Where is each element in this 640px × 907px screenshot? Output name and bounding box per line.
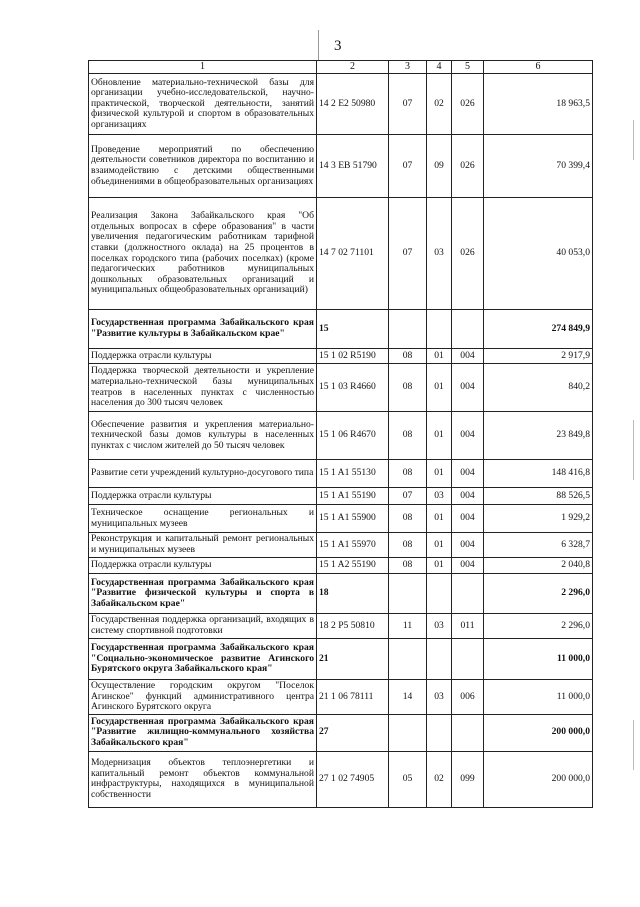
table-row [89, 74, 593, 135]
code-cell: 15 1 03 R4660 [317, 364, 389, 412]
program-row [89, 714, 593, 751]
name-cell: Поддержка отрасли культуры [89, 488, 317, 505]
section-cell [389, 574, 427, 614]
amount-cell: 2 296,0 [484, 614, 593, 639]
budget-table [88, 60, 593, 808]
column-header: 6 [484, 61, 593, 74]
table-row [89, 751, 593, 807]
program-row [89, 639, 593, 680]
table-row [89, 488, 593, 505]
table-row [89, 349, 593, 364]
name-cell: Проведение мероприятий по обеспечению деятельности советников директора по воспитанию и взаимодействию с детскими общественными объединениями в общеобразовательных организациях [89, 135, 317, 198]
section-cell [389, 310, 427, 349]
section-cell: 08 [389, 460, 427, 488]
subsection-cell: 03 [427, 680, 452, 715]
section-cell [389, 639, 427, 680]
type-cell: 026 [452, 198, 484, 310]
section-cell: 07 [389, 488, 427, 505]
type-cell: 004 [452, 364, 484, 412]
amount-cell: 200 000,0 [484, 714, 593, 751]
subsection-cell: 03 [427, 614, 452, 639]
name-cell: Поддержка отрасли культуры [89, 558, 317, 574]
subsection-cell: 03 [427, 198, 452, 310]
section-cell: 08 [389, 505, 427, 533]
table-row [89, 198, 593, 310]
name-cell: Государственная программа Забайкальского края "Социально-экономическое развитие Агинского Бурятского округа Забайкальского края" [89, 639, 317, 680]
name-cell: Государственная программа Забайкальского края "Развитие жилищно-коммунального хозяйства Забайкальского края" [89, 714, 317, 751]
section-cell: 08 [389, 412, 427, 460]
type-cell [452, 639, 484, 680]
amount-cell: 40 053,0 [484, 198, 593, 310]
section-cell: 07 [389, 74, 427, 135]
subsection-cell: 01 [427, 412, 452, 460]
name-cell: Поддержка творческой деятельности и укрепление материально-технической базы муниципальных театров в населенных пунктах с численностью населения до 300 тысяч человек [89, 364, 317, 412]
type-cell: 006 [452, 680, 484, 715]
program-row [89, 574, 593, 614]
section-cell: 07 [389, 135, 427, 198]
amount-cell: 200 000,0 [484, 751, 593, 807]
table-row [89, 135, 593, 198]
column-header: 2 [317, 61, 389, 74]
code-cell: 21 1 06 78111 [317, 680, 389, 715]
section-cell: 08 [389, 533, 427, 558]
code-cell: 15 1 A2 55190 [317, 558, 389, 574]
amount-cell: 88 526,5 [484, 488, 593, 505]
name-cell: Осуществление городским округом "Поселок Агинское" функций административного центра Агинского Бурятского округа [89, 680, 317, 715]
amount-cell: 148 416,8 [484, 460, 593, 488]
amount-cell: 1 929,2 [484, 505, 593, 533]
type-cell: 026 [452, 135, 484, 198]
code-cell: 15 1 A1 55190 [317, 488, 389, 505]
name-cell: Обновление материально-технической базы для организации учебно-исследовательской, научно-практической, творческой деятельности, занятий физической культурой и спортом в образовательных организациях [89, 74, 317, 135]
subsection-cell: 01 [427, 460, 452, 488]
name-cell: Государственная программа Забайкальского края "Развитие физической культуры и спорта в Забайкальском крае" [89, 574, 317, 614]
type-cell: 004 [452, 488, 484, 505]
name-cell: Модернизация объектов теплоэнергетики и капитальный ремонт объектов коммунальной инфраструктуры, находящихся в муниципальной собственности [89, 751, 317, 807]
amount-cell: 2 296,0 [484, 574, 593, 614]
subsection-cell: 01 [427, 505, 452, 533]
type-cell: 026 [452, 74, 484, 135]
name-cell: Поддержка отрасли культуры [89, 349, 317, 364]
section-cell: 07 [389, 198, 427, 310]
type-cell [452, 310, 484, 349]
type-cell: 004 [452, 349, 484, 364]
code-cell: 27 [317, 714, 389, 751]
code-cell: 15 1 02 R5190 [317, 349, 389, 364]
name-cell: Государственная поддержка организаций, входящих в систему спортивной подготовки [89, 614, 317, 639]
code-cell: 18 2 P5 50810 [317, 614, 389, 639]
column-header: 1 [89, 61, 317, 74]
name-cell: Реализация Закона Забайкальского края "Об отдельных вопросах в сфере образования" в части увеличения педагогическим работникам тарифной ставки (должностного оклада) на 25 процентов в поселках городского типа (рабочих поселках) (кроме педагогических работников муниципальных дошкольных образовательных организаций и муниципальных общеобразовательных организаций) [89, 198, 317, 310]
code-cell: 21 [317, 639, 389, 680]
section-cell: 08 [389, 364, 427, 412]
code-cell: 27 1 02 74905 [317, 751, 389, 807]
name-cell: Реконструкция и капитальный ремонт региональных и муниципальных музеев [89, 533, 317, 558]
subsection-cell [427, 574, 452, 614]
table-row [89, 533, 593, 558]
type-cell: 004 [452, 533, 484, 558]
program-row [89, 310, 593, 349]
code-cell: 18 [317, 574, 389, 614]
amount-cell: 2 917,9 [484, 349, 593, 364]
section-cell [389, 714, 427, 751]
code-cell: 15 1 A1 55900 [317, 505, 389, 533]
table-row [89, 364, 593, 412]
amount-cell: 18 963,5 [484, 74, 593, 135]
table-row [89, 505, 593, 533]
subsection-cell: 02 [427, 74, 452, 135]
subsection-cell [427, 310, 452, 349]
column-header: 5 [452, 61, 484, 74]
subsection-cell [427, 639, 452, 680]
margin-rule [318, 30, 319, 60]
subsection-cell: 01 [427, 558, 452, 574]
scan-edge-mark [633, 720, 634, 770]
code-cell: 14 7 02 71101 [317, 198, 389, 310]
section-cell: 11 [389, 614, 427, 639]
amount-cell: 840,2 [484, 364, 593, 412]
subsection-cell: 02 [427, 751, 452, 807]
table-row [89, 412, 593, 460]
section-cell: 05 [389, 751, 427, 807]
subsection-cell [427, 714, 452, 751]
subsection-cell: 01 [427, 349, 452, 364]
name-cell: Государственная программа Забайкальского края "Развитие культуры в Забайкальском крае" [89, 310, 317, 349]
scan-edge-mark [633, 120, 634, 160]
section-cell: 08 [389, 558, 427, 574]
subsection-cell: 01 [427, 533, 452, 558]
table-row [89, 614, 593, 639]
subsection-cell: 01 [427, 364, 452, 412]
column-header: 4 [427, 61, 452, 74]
code-cell: 15 1 A1 55130 [317, 460, 389, 488]
name-cell: Обеспечение развития и укрепления материально-технической базы домов культуры в населенных пунктах с числом жителей до 50 тысяч человек [89, 412, 317, 460]
page-number: 3 [334, 38, 342, 54]
amount-cell: 11 000,0 [484, 680, 593, 715]
code-cell: 14 3 EB 51790 [317, 135, 389, 198]
type-cell: 099 [452, 751, 484, 807]
table-header-row [89, 61, 593, 74]
subsection-cell: 09 [427, 135, 452, 198]
table-row [89, 460, 593, 488]
amount-cell: 70 399,4 [484, 135, 593, 198]
type-cell: 011 [452, 614, 484, 639]
type-cell: 004 [452, 505, 484, 533]
section-cell: 08 [389, 349, 427, 364]
column-header: 3 [389, 61, 427, 74]
subsection-cell: 03 [427, 488, 452, 505]
amount-cell: 2 040,8 [484, 558, 593, 574]
name-cell: Развитие сети учреждений культурно-досугового типа [89, 460, 317, 488]
table-row [89, 680, 593, 715]
type-cell [452, 574, 484, 614]
code-cell: 15 1 A1 55970 [317, 533, 389, 558]
section-cell: 14 [389, 680, 427, 715]
type-cell: 004 [452, 460, 484, 488]
code-cell: 14 2 E2 50980 [317, 74, 389, 135]
type-cell: 004 [452, 412, 484, 460]
code-cell: 15 [317, 310, 389, 349]
amount-cell: 11 000,0 [484, 639, 593, 680]
table-row [89, 558, 593, 574]
amount-cell: 23 849,8 [484, 412, 593, 460]
type-cell: 004 [452, 558, 484, 574]
amount-cell: 6 328,7 [484, 533, 593, 558]
scan-edge-mark [633, 420, 634, 480]
amount-cell: 274 849,9 [484, 310, 593, 349]
code-cell: 15 1 06 R4670 [317, 412, 389, 460]
name-cell: Техническое оснащение региональных и муниципальных музеев [89, 505, 317, 533]
type-cell [452, 714, 484, 751]
